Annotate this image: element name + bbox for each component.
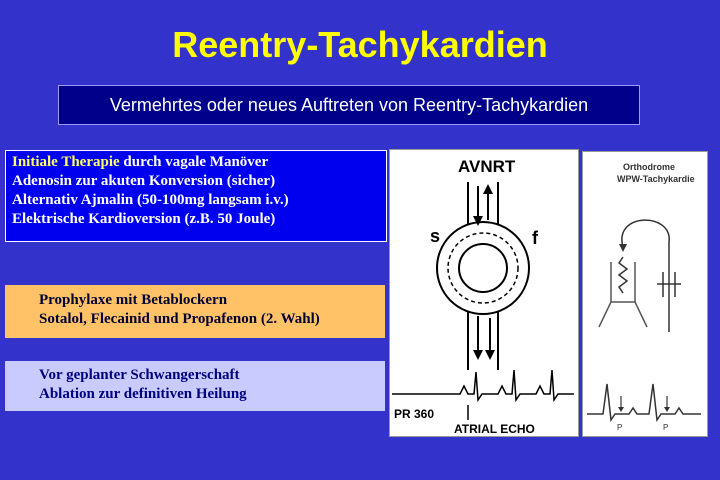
pr-label: PR 360	[394, 407, 435, 421]
therapy-highlight: Initiale Therapie	[12, 154, 120, 170]
wpw-heading-1: Orthodrome	[623, 162, 676, 172]
bypass-arrow	[619, 244, 627, 252]
therapy-line-2: Adenosin zur akuten Konversion (sicher)	[12, 173, 276, 189]
slow-pathway-label: s	[430, 226, 441, 246]
p-arrow-head-1	[618, 407, 624, 412]
wpw-ecg-trace	[587, 384, 701, 420]
therapy-box	[5, 150, 387, 242]
page-title: Reentry-Tachykardien	[172, 24, 548, 65]
avnrt-figure	[389, 149, 579, 437]
pregnancy-box	[5, 361, 385, 411]
wpw-diagram	[583, 152, 707, 436]
therapy-line-3: Alternativ Ajmalin (50-100mg langsam i.v.)	[12, 192, 289, 208]
bypass-tract	[622, 220, 669, 332]
prophylaxis-line-2: Sotalol, Flecainid und Propafenon (2. Wahl)	[39, 311, 320, 327]
pregnancy-line-1: Vor geplanter Schwangerschaft	[39, 367, 240, 383]
prophylaxis-line-1: Prophylaxe mit Betablockern	[39, 292, 228, 308]
arrow-head-up	[483, 184, 493, 194]
p-arrow-head-2	[664, 407, 670, 412]
therapy-line-1-rest: durch vagale Manöver	[119, 154, 269, 170]
prophylaxis-box	[5, 285, 385, 338]
fast-pathway-label: f	[532, 228, 538, 248]
av-node-zigzag	[619, 257, 627, 293]
avnrt-diagram	[390, 150, 578, 436]
atrial-echo-label: ATRIAL ECHO	[454, 422, 535, 436]
therapy-line-1	[12, 153, 380, 172]
wpw-figure	[582, 151, 708, 437]
p-wave-label-2: P	[663, 423, 669, 432]
reentry-loop-inner	[459, 244, 507, 292]
avnrt-heading: AVNRT	[458, 157, 516, 176]
wpw-heading-2: WPW-Tachykardie	[617, 174, 695, 184]
pregnancy-line-2: Ablation zur definitiven Heilung	[39, 386, 247, 402]
arrow-head-bottom-2	[485, 350, 495, 360]
p-wave-label-1: P	[617, 423, 623, 432]
arrow-head-bottom	[473, 350, 483, 360]
subtitle-banner: Vermehrtes oder neues Auftreten von Reentry-Tachykardien	[58, 85, 640, 125]
ecg-trace	[392, 370, 574, 400]
therapy-line-4: Elektrische Kardioversion (z.B. 50 Joule)	[12, 211, 276, 227]
